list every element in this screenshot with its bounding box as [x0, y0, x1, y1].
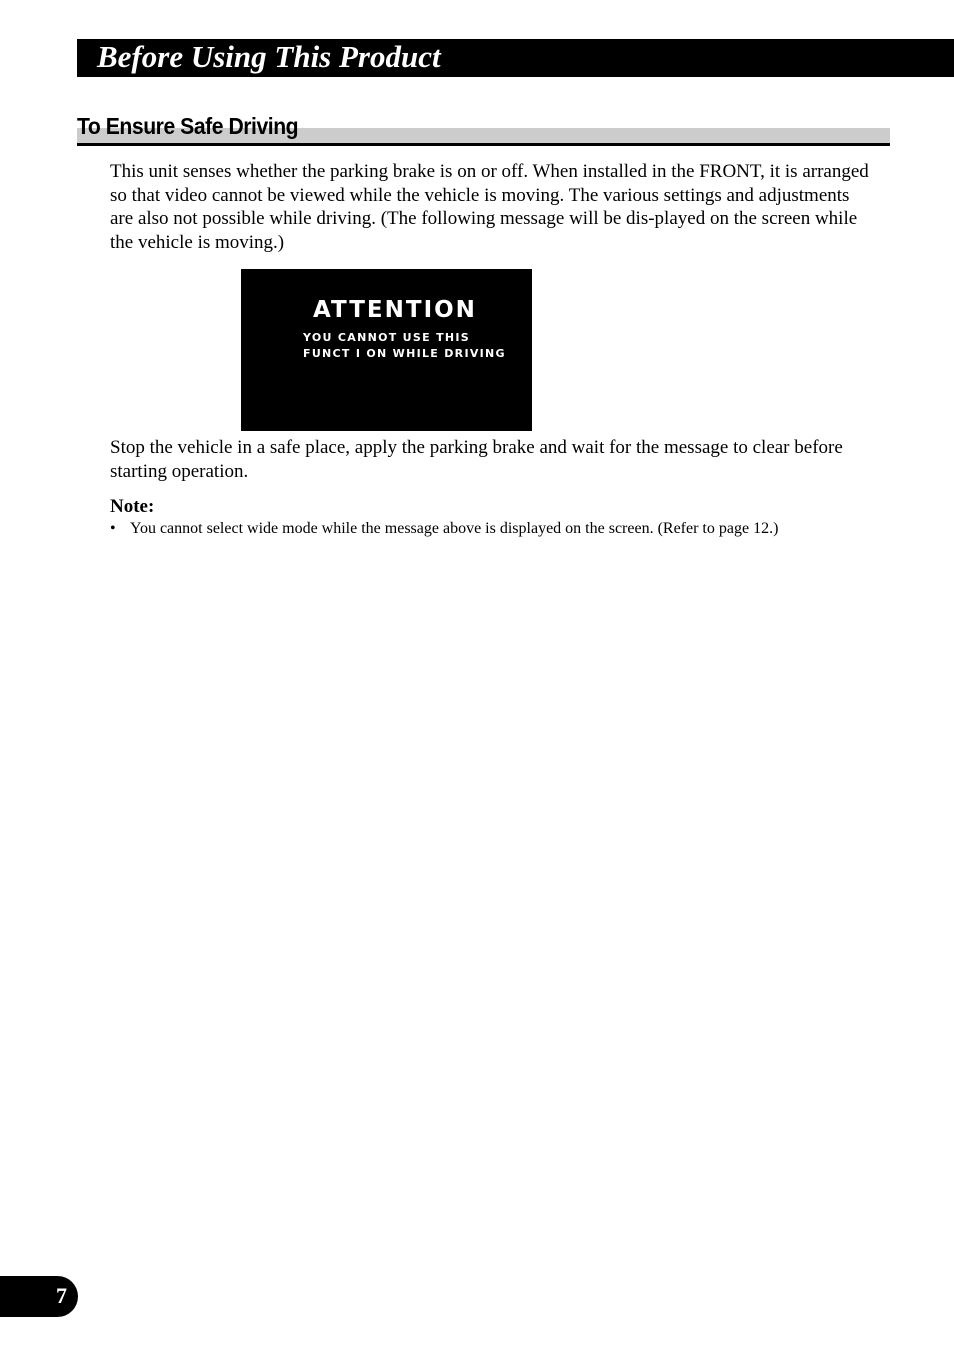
instruction-paragraph: Stop the vehicle in a safe place, apply the parking brake and wait for the message to clear before starting operation. [110, 437, 843, 482]
attention-heading: ATTENTION [313, 297, 477, 323]
attention-screen-image [241, 269, 532, 431]
attention-line-2: FUNCT I ON WHILE DRIVING [303, 347, 506, 360]
attention-line-1: YOU CANNOT USE THIS [303, 331, 470, 344]
note-label: Note: [110, 496, 155, 517]
chapter-header-bar [77, 39, 954, 77]
bullet-icon: • [110, 520, 116, 537]
page-number: 7 [56, 1283, 67, 1308]
note-text: You cannot select wide mode while the message above is displayed on the screen. (Refer to page 12.) [130, 520, 779, 537]
page-number-tab [0, 1276, 78, 1317]
intro-paragraph: This unit senses whether the parking brake is on or off. When installed in the FRONT, it is arranged so that video cannot be viewed while the vehicle is moving. The various settings and adjustments are also not possible while driving. (The following message will be dis-played on the screen while the vehicle is moving.) [110, 161, 869, 254]
chapter-title: Before Using This Product [97, 39, 441, 74]
note-list-item [110, 519, 850, 539]
section-heading-rule [77, 143, 890, 146]
section-title: To Ensure Safe Driving [77, 113, 299, 139]
